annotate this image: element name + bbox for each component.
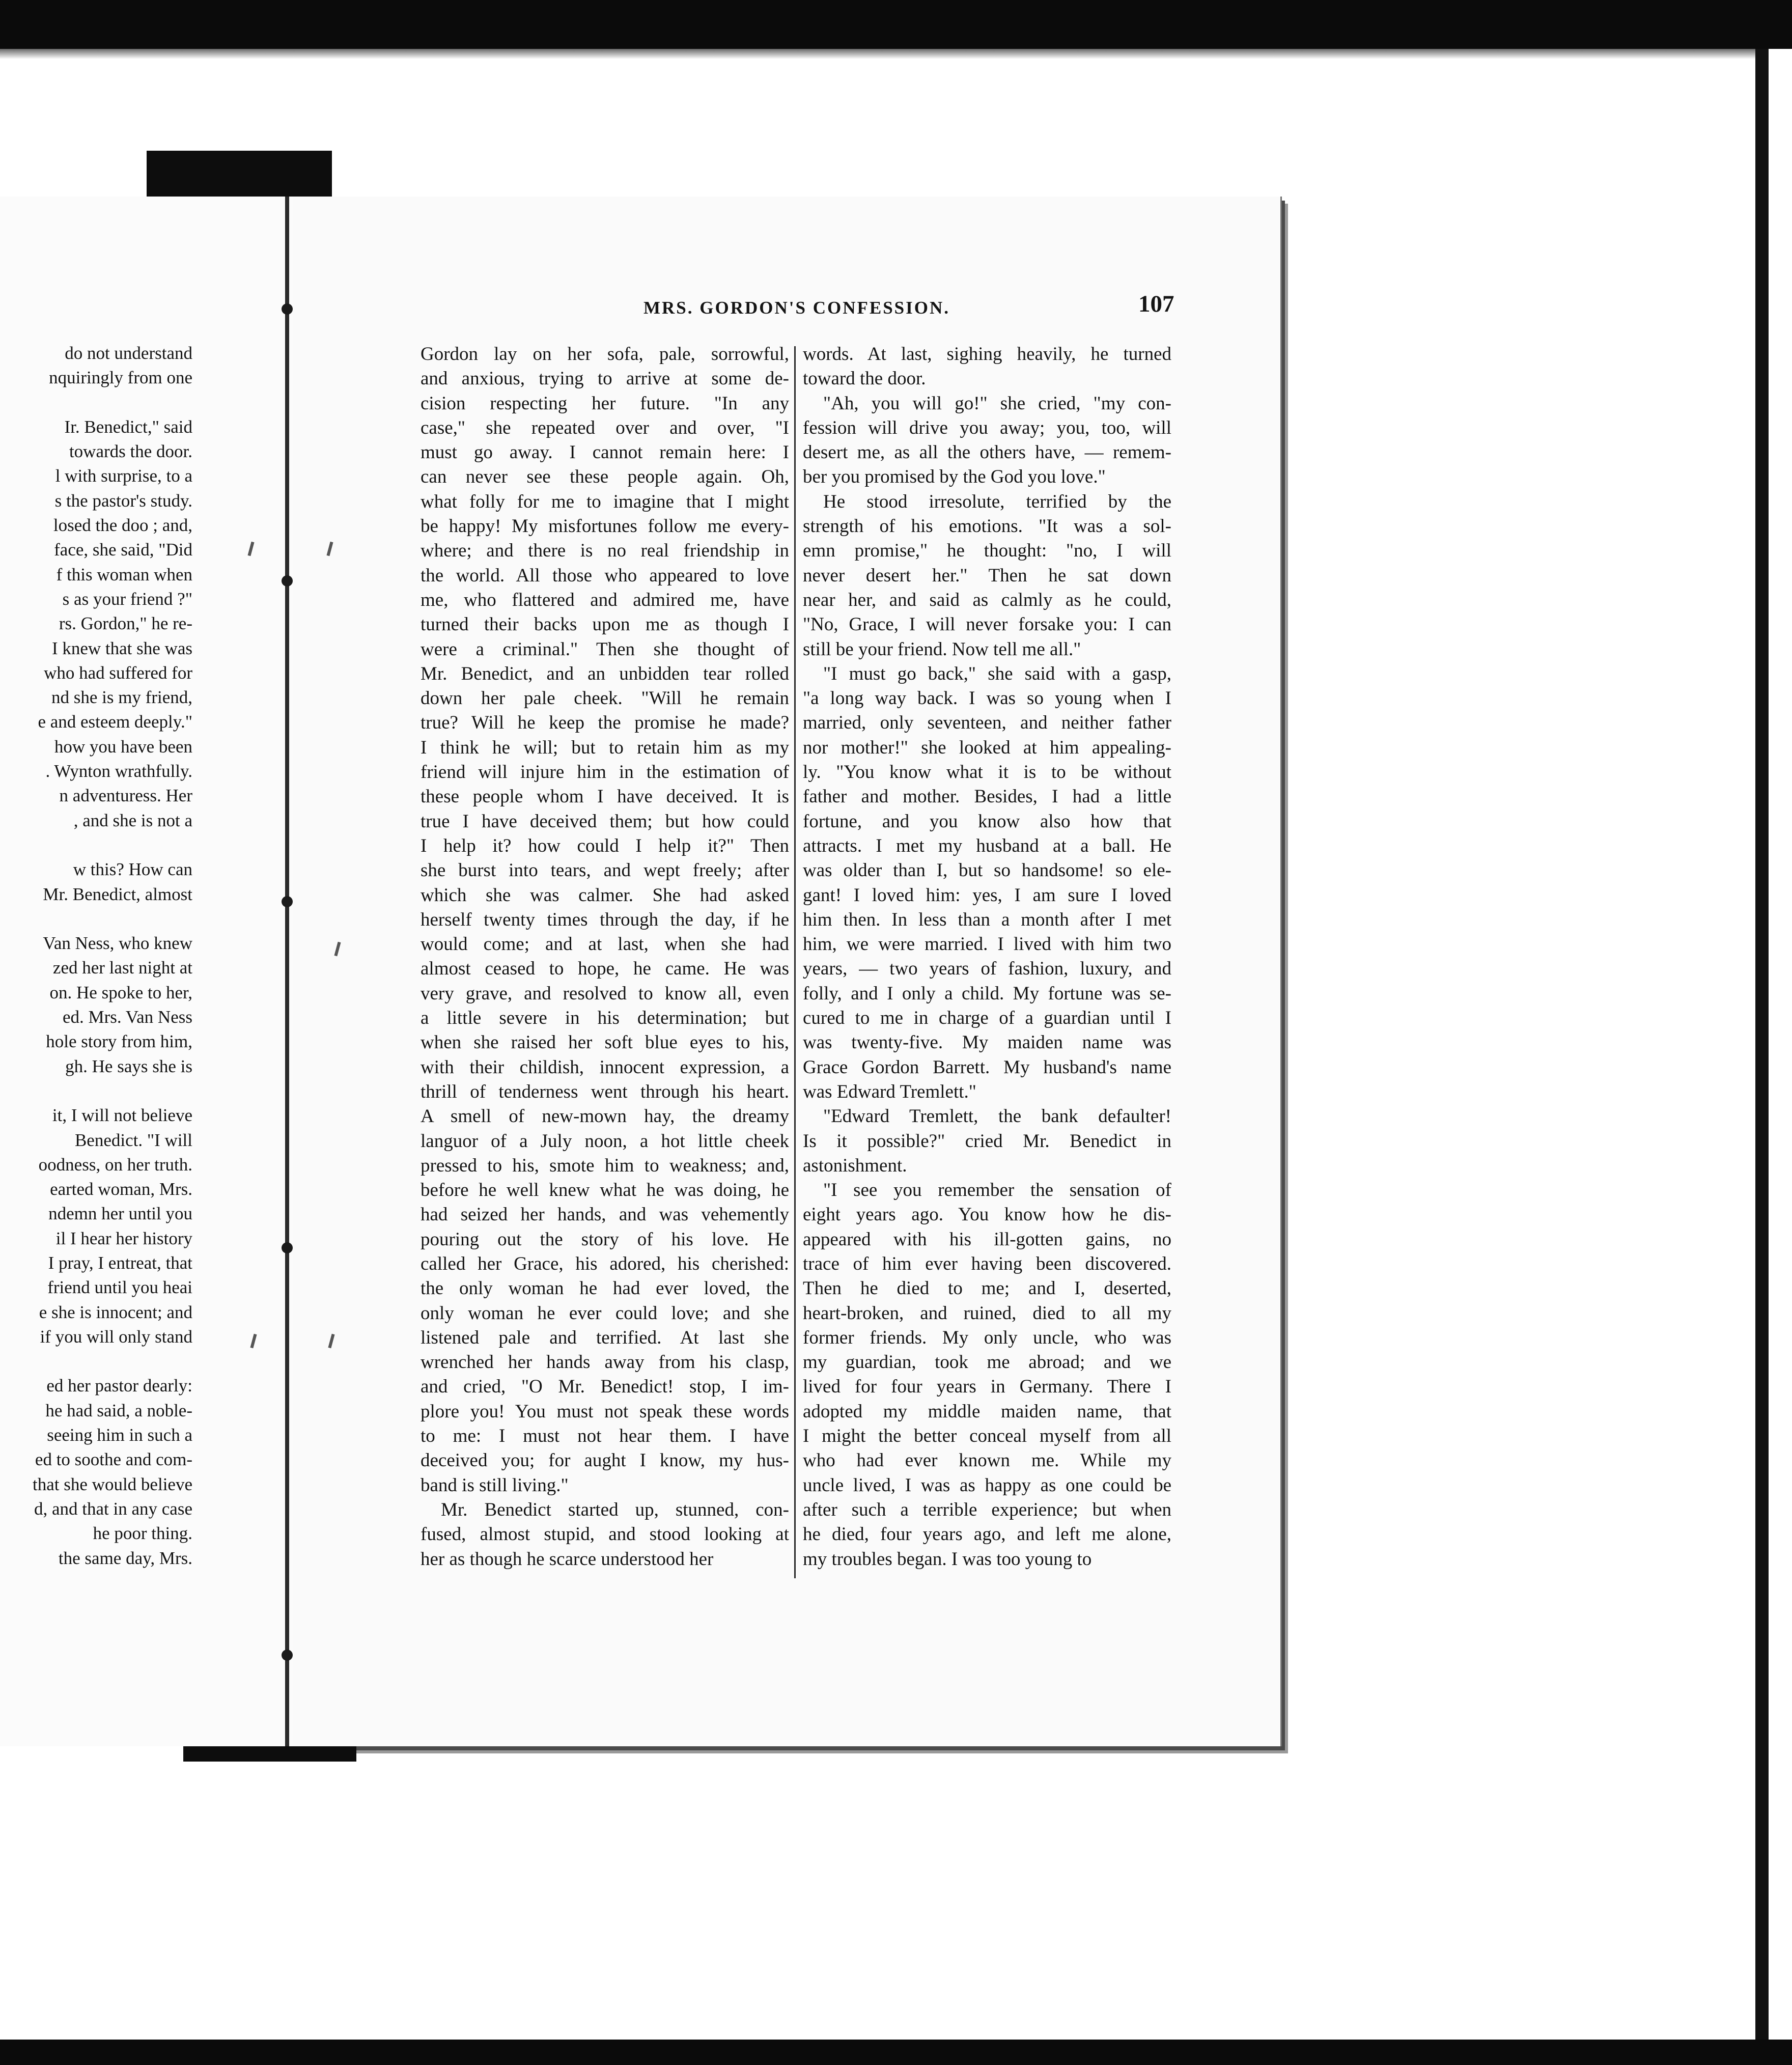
text-line: hole story from him, [46,1031,192,1052]
column-rule [794,346,796,1578]
text-line [0,1079,192,1103]
text-line: plore you! You must not speak these words [421,1401,789,1422]
text-line [0,1349,192,1374]
text-line: that she would believe [33,1474,192,1494]
text-line: ed her pastor dearly: [46,1376,192,1396]
text-line: who had ever known me. While my [803,1450,1171,1471]
text-line: very grave, and resolved to know all, even [421,983,789,1004]
text-line: who had suffered for [44,662,192,683]
text-line: f this woman when [56,564,192,584]
text-line: zed her last night at [52,958,192,978]
text-line: lived for four years in Germany. There I [803,1376,1171,1398]
text-line: pouring out the story of his love. He [421,1229,789,1250]
text-line: fession will drive you away; you, too, will [803,417,1171,438]
text-line: what folly for me to imagine that I might [421,491,789,512]
text-line: cured to me in charge of a guardian until I [803,1008,1171,1029]
page-number: 107 [1138,291,1174,317]
text-line: her as though he scarce understood her [421,1548,714,1570]
text-line: uncle lived, I was as happy as one could be [803,1474,1171,1496]
text-line: had seized her hands, and was vehemently [421,1204,789,1225]
text-line: with their childish, innocent expression, a [421,1056,789,1078]
text-line: were a criminal." Then she thought of [421,638,789,660]
text-line: Then he died to me; and I, deserted, [803,1278,1171,1299]
text-line: the only woman he had ever loved, the [421,1278,789,1299]
text-line: turned their backs upon me as though I [421,614,789,635]
text-line: case," she repeated over and over, "I [421,417,789,438]
text-line: was older than I, but so handsome! so ele- [803,860,1171,881]
text-line: astonishment. [803,1155,907,1176]
text-line: near her, and said as calmly as he could, [803,589,1171,610]
text-line: Mr. Benedict started up, stunned, con- [441,1499,789,1520]
text-line: deceived you; for aught I know, my hus- [421,1450,789,1471]
page-edge [1280,197,1282,1746]
text-line: I pray, I entreat, that [48,1252,192,1273]
text-line: he poor thing. [93,1523,192,1544]
stitch-mark [282,1650,293,1661]
text-line: l with surprise, to a [55,466,192,486]
text-line: if you will only stand [40,1326,192,1347]
text-line: rs. Gordon," he re- [59,613,192,634]
scan-border-right [1755,49,1769,2065]
text-line: was twenty-five. My maiden name was [803,1032,1171,1053]
text-line: father and mother. Besides, I had a little [803,786,1171,807]
text-line: pressed to his, smote him to weakness; and, [421,1155,789,1176]
text-line: . Wynton wrathfully. [45,761,192,782]
text-line: e she is innocent; and [39,1302,192,1322]
text-line: gh. He says she is [65,1056,192,1076]
text-line: "Edward Tremlett, the bank defaulter! [823,1106,1171,1127]
text-line: true I have deceived them; but how could [421,811,789,832]
text-line: il I hear her history [55,1228,192,1248]
text-line: true? Will he keep the promise he made? [421,712,789,734]
text-line: friend until you heai [47,1277,192,1298]
text-line: would come; and at last, when she had [421,934,789,955]
text-line: I think he will; but to retain him as my [421,737,789,758]
text-line: towards the door. [69,441,192,462]
text-line: Van Ness, who knew [43,933,192,954]
text-line: emn promise," he thought: "no, I will [803,540,1171,562]
text-line: he had said, a noble- [45,1400,192,1420]
text-line: how you have been [54,736,192,757]
text-line: A smell of new-mown hay, the dreamy [421,1106,789,1127]
text-line: which she was calmer. She had asked [421,884,789,906]
text-line: the world. All those who appeared to love [421,565,789,586]
text-line: I help it? how could I help it?" Then [421,835,789,856]
text-line: ber you promised by the God you love." [803,466,1106,488]
text-line: fused, almost stupid, and stood looking at [421,1524,789,1545]
text-line: appeared with his ill-gotten gains, no [803,1229,1171,1250]
text-line: he died, four years ago, and left me alone, [803,1524,1171,1545]
text-line: Grace Gordon Barrett. My husband's name [803,1056,1171,1078]
text-line: him, we were married. I lived with him two [803,934,1171,955]
scan-border-top [0,0,1792,49]
text-line: s the pastor's study. [54,490,192,511]
text-line: down her pale cheek. "Will he remain [421,688,789,709]
text-line: him then. In less than a month after I met [803,909,1171,930]
text-line: fortune, and you know also how that [803,811,1171,832]
running-head: MRS. GORDON'S CONFESSION. [643,298,950,318]
text-line: me, who flattered and admired me, have [421,589,789,610]
text-line: oodness, on her truth. [38,1154,192,1175]
stitch-mark [282,575,293,587]
text-line: called her Grace, his adored, his cherished: [421,1253,789,1274]
text-line: trace of him ever having been discovered. [803,1253,1171,1274]
text-line: d, and that in any case [34,1498,192,1519]
text-line: on. He spoke to her, [49,982,192,1002]
text-line: s as your friend ?" [62,589,192,609]
text-line: it, I will not believe [52,1105,192,1126]
text-line: I might the better conceal myself from all [803,1426,1171,1447]
text-line: languor of a July noon, a hot little cheek [421,1130,789,1152]
text-line: gant! I loved him: yes, I am sure I loved [803,884,1171,906]
text-line: toward the door. [803,368,926,389]
scan-border-bottom [0,2040,1792,2065]
text-line: nquiringly from one [49,368,192,388]
text-line: she burst into tears, and wept freely; after [421,860,789,881]
text-line: Mr. Benedict, and an unbidden tear rolled [421,663,789,684]
text-line: seeing him in such a [47,1425,192,1445]
text-line: years, — two years of fashion, luxury, and [803,958,1171,980]
text-line: "Ah, you will go!" she cried, "my con- [823,393,1171,414]
text-line: band is still living." [421,1474,569,1496]
text-line: thrill of tenderness went through his heart. [421,1081,789,1102]
text-line: and cried, "O Mr. Benedict! stop, I im- [421,1376,789,1398]
text-line: Mr. Benedict, almost [43,884,192,904]
text-line: listened pale and terrified. At last she [421,1327,789,1348]
text-line: words. At last, sighing heavily, he turned [803,344,1171,365]
text-line: married, only seventeen, and neither father [803,712,1171,734]
text-line: "a long way back. I was so young when I [803,688,1171,709]
text-line: Gordon lay on her sofa, pale, sorrowful, [421,344,789,365]
text-line: herself twenty times through the day, if he [421,909,789,930]
binding-tab-top [147,151,332,197]
text-column-2 [803,342,1171,1572]
stitch-mark [282,303,293,315]
text-line: He stood irresolute, terrified by the [823,491,1171,512]
book-spine [285,197,289,1749]
text-line: adopted my middle maiden name, that [803,1401,1171,1422]
text-line: folly, and I only a child. My fortune was se- [803,983,1171,1004]
stitch-mark [282,1242,293,1253]
text-line: before he well knew what he was doing, he [421,1180,789,1201]
text-line: wrenched her hands away from his clasp, [421,1352,789,1373]
text-line: I knew that she was [51,638,192,658]
text-line: "No, Grace, I will never forsake you: I can [803,614,1171,635]
text-line: attracts. I met my husband at a ball. He [803,835,1171,856]
text-line: heart-broken, and ruined, died to all my [803,1302,1171,1324]
text-line: be happy! My misfortunes follow me every- [421,516,789,537]
text-line: losed the doo ; and, [53,515,192,536]
text-line: never desert her." Then he sat down [803,565,1171,586]
scan-shadow [0,49,1755,59]
text-line: still be your friend. Now tell me all." [803,638,1081,660]
text-line: strength of his emotions. "It was a sol- [803,516,1171,537]
text-line: ed to soothe and com- [35,1449,192,1470]
text-line: eight years ago. You know how he dis- [803,1204,1171,1225]
text-line: e and esteem deeply." [38,712,192,732]
text-line: my troubles began. I was too young to [803,1548,1092,1570]
text-column-1 [421,342,789,1572]
text-line: former friends. My only uncle, who was [803,1327,1171,1348]
text-line: to me: I must not hear them. I have [421,1426,789,1447]
left-page [0,197,296,1746]
text-line: desert me, as all the others have, — remem- [803,442,1171,463]
text-line: n adventuress. Her [59,786,192,806]
text-line: was Edward Tremlett." [803,1081,976,1102]
text-line: cision respecting her future. "In any [421,393,789,414]
text-line: Benedict. "I will [74,1130,192,1150]
text-line: my guardian, took me abroad; and we [803,1352,1171,1373]
text-line: do not understand [65,343,192,363]
text-line: the same day, Mrs. [58,1548,192,1568]
text-line: nor mother!" she looked at him appealing- [803,737,1171,758]
text-line: where; and there is no real friendship in [421,540,789,562]
text-line: friend will injure him in the estimation of [421,762,789,783]
text-line: Is it possible?" cried Mr. Benedict in [803,1130,1171,1152]
text-line: nd she is my friend, [51,687,192,708]
text-line: , and she is not a [73,810,192,830]
text-line: face, she said, "Did [54,540,192,560]
text-line: "I see you remember the sensation of [823,1180,1171,1201]
text-line: almost ceased to hope, he came. He was [421,958,789,980]
text-line: earted woman, Mrs. [50,1179,192,1199]
left-page-text [0,341,192,1571]
text-line: must go away. I cannot remain here: I [421,442,789,463]
text-line: and anxious, trying to arrive at some de- [421,368,789,389]
text-line: ndemn her until you [48,1204,192,1224]
text-line: these people whom I have deceived. It is [421,786,789,807]
text-line [0,833,192,857]
text-line: ed. Mrs. Van Ness [62,1007,192,1027]
text-line: Ir. Benedict," said [64,416,192,437]
text-line: after such a terrible experience; but when [803,1499,1171,1520]
text-line: a little severe in his determination; but [421,1008,789,1029]
text-line: can never see these people again. Oh, [421,466,789,488]
text-line: "I must go back," she said with a gasp, [823,663,1171,684]
text-line: w this? How can [73,859,192,880]
text-line: ly. "You know what it is to be without [803,762,1171,783]
text-line: only woman he ever could love; and she [421,1302,789,1324]
text-line [0,907,192,931]
binding-tab-bottom [183,1746,356,1762]
text-line: when she raised her soft blue eyes to his, [421,1032,789,1053]
stitch-mark [282,896,293,907]
text-line [0,390,192,415]
